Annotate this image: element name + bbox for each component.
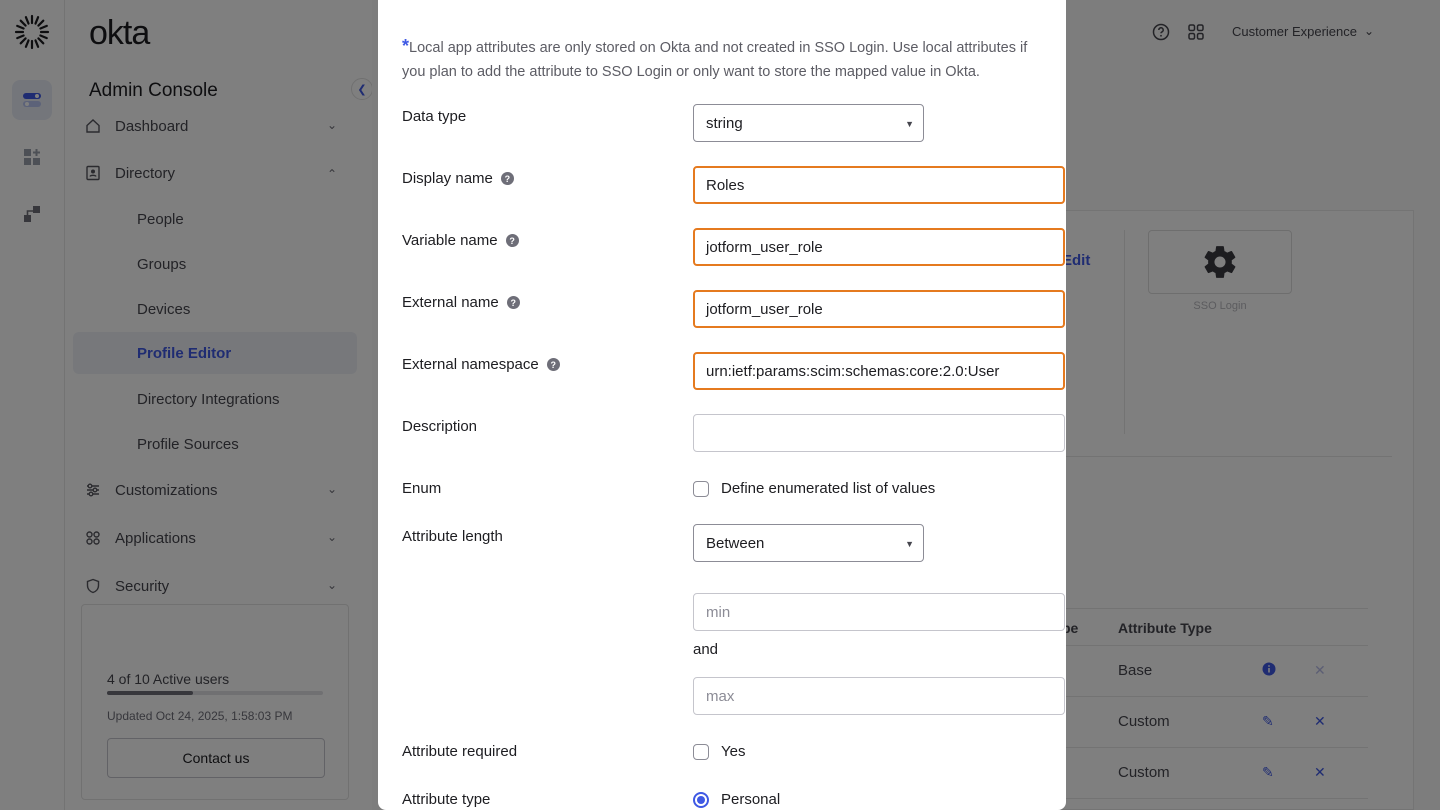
enum-checkbox-option[interactable] <box>693 480 935 497</box>
attribute-length-row <box>402 524 1042 562</box>
enum-option-label: Define enumerated list of values <box>721 480 936 497</box>
personal-radio[interactable] <box>693 792 709 808</box>
personal-option-label: Personal <box>721 791 781 808</box>
variable-name-input[interactable]: jotform_user_role <box>693 228 1065 266</box>
data-type-value: string <box>706 114 743 132</box>
external-namespace-input[interactable]: urn:ietf:params:scim:schemas:core:2.0:User <box>693 352 1065 390</box>
max-length-input[interactable]: max <box>693 677 1065 715</box>
description-label: Description <box>402 418 478 435</box>
local-attributes-note <box>402 34 1048 84</box>
help-icon[interactable]: ? <box>506 234 519 247</box>
help-icon[interactable]: ? <box>507 296 520 309</box>
data-type-label: Data type <box>402 108 467 125</box>
attribute-required-label: Attribute required <box>402 743 518 760</box>
display-name-label <box>402 170 514 187</box>
variable-name-label <box>402 232 519 249</box>
display-name-input[interactable]: Roles <box>693 166 1065 204</box>
attribute-length-select[interactable] <box>693 524 924 562</box>
required-asterisk: * <box>402 36 410 56</box>
attribute-type-personal-option[interactable] <box>693 791 780 808</box>
attribute-length-label: Attribute length <box>402 528 503 545</box>
label-text: Display name <box>402 170 493 187</box>
help-icon[interactable]: ? <box>547 358 560 371</box>
caret-down-icon: ▼ <box>905 119 914 129</box>
data-type-select[interactable] <box>693 104 924 142</box>
attribute-length-value: Between <box>706 534 765 552</box>
caret-down-icon: ▼ <box>905 539 914 549</box>
enum-label: Enum <box>402 480 442 497</box>
add-attribute-modal <box>378 0 1066 810</box>
attribute-type-label: Attribute type <box>402 791 491 808</box>
required-checkbox[interactable] <box>693 744 709 760</box>
help-icon[interactable]: ? <box>501 172 514 185</box>
and-label: and <box>693 641 719 658</box>
label-text: Variable name <box>402 232 498 249</box>
min-length-input[interactable]: min <box>693 593 1065 631</box>
note-text: Local app attributes are only stored on Okta and not created in SSO Login. Use local attributes if you plan to add the attribute to SSO Login or only want to store the mapped value in Okta. <box>402 40 1028 80</box>
external-name-input[interactable]: jotform_user_role <box>693 290 1065 328</box>
label-text: External name <box>402 294 499 311</box>
radio-dot <box>697 796 705 804</box>
data-type-row <box>402 104 1042 142</box>
label-text: External namespace <box>402 356 539 373</box>
description-input[interactable] <box>693 414 1065 452</box>
external-name-label <box>402 294 520 311</box>
required-option-label: Yes <box>721 743 746 760</box>
enum-checkbox[interactable] <box>693 481 709 497</box>
attribute-required-option[interactable] <box>693 743 745 760</box>
external-namespace-label <box>402 356 560 373</box>
